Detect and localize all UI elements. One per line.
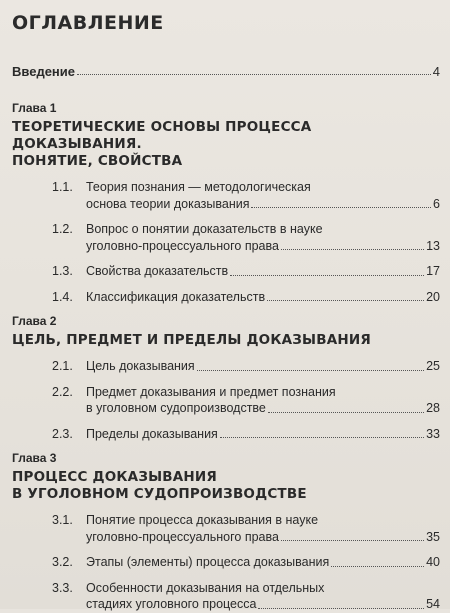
section-title-line: Классификация доказательств (86, 289, 266, 304)
section-page: 40 (426, 555, 440, 569)
section-number: 1.1. (52, 180, 73, 194)
chapter-title-line: ПОНЯТИЕ, СВОЙСТВА (12, 153, 183, 169)
section-title-line: уголовно-процессуального права (86, 529, 279, 544)
toc-section-entry[interactable] (52, 580, 440, 613)
section-number: 2.3. (52, 426, 73, 441)
chapter-list (12, 101, 440, 613)
toc-section-entry[interactable] (52, 554, 440, 571)
section-title-line: Понятие процесса доказывания в науке (86, 513, 319, 527)
toc-section-entry[interactable] (52, 221, 440, 254)
section-page: 54 (426, 597, 440, 611)
dot-leader (251, 207, 431, 208)
chapter-title-line: ЦЕЛЬ, ПРЕДМЕТ И ПРЕДЕЛЫ ДОКАЗЫВАНИЯ (12, 332, 371, 348)
intro-label: Введение (12, 64, 75, 79)
section-number: 1.4. (52, 289, 73, 304)
section-title-line: Особенности доказывания на отдельных (86, 580, 325, 595)
toc-section-entry[interactable] (52, 179, 440, 212)
section-page: 35 (426, 529, 440, 544)
section-title-line: Этапы (элементы) процесса доказывания (86, 555, 330, 569)
dot-leader (267, 300, 424, 301)
chapter-title-line: ПРОЦЕСС ДОКАЗЫВАНИЯ (12, 469, 218, 485)
section-page: 13 (426, 238, 440, 253)
chapter-title-line: В УГОЛОВНОМ СУДОПРОИЗВОДСТВЕ (12, 486, 307, 502)
dot-leader (281, 540, 424, 541)
dot-leader (197, 370, 424, 371)
section-title-line: Свойства доказательств (86, 264, 229, 278)
section-page: 6 (433, 196, 440, 211)
dot-leader (331, 566, 424, 567)
section-page: 28 (426, 401, 440, 415)
section-list (12, 358, 440, 442)
section-title-line: Пределы доказывания (86, 426, 218, 441)
section-title-line: уголовно-процессуального права (86, 238, 279, 253)
section-title-line: Цель доказывания (86, 359, 195, 373)
section-number: 3.3. (52, 580, 73, 595)
dot-leader (268, 412, 424, 413)
section-list (12, 512, 440, 613)
toc-section-entry[interactable] (52, 384, 440, 417)
section-title-line: Предмет доказывания и предмет познания (86, 384, 336, 399)
chapter-block (12, 451, 440, 613)
section-number: 3.1. (52, 513, 73, 527)
section-page: 20 (426, 289, 440, 304)
toc-section-entry[interactable] (52, 358, 440, 375)
section-number: 3.2. (52, 555, 73, 569)
chapter-title[interactable] (12, 469, 440, 503)
dot-leader (258, 608, 424, 609)
chapter-title-line: ТЕОРЕТИЧЕСКИЕ ОСНОВЫ ПРОЦЕССА ДОКАЗЫВАНИЯ. (12, 119, 312, 152)
section-number: 2.1. (52, 359, 73, 373)
toc-intro-entry[interactable] (12, 64, 440, 79)
section-number: 1.2. (52, 222, 73, 236)
chapter-label: Глава 2 (12, 314, 57, 328)
dot-leader (230, 275, 424, 276)
section-page: 17 (426, 264, 440, 278)
toc-section-entry[interactable] (52, 289, 440, 306)
intro-page: 4 (432, 64, 440, 79)
toc-section-entry[interactable] (52, 426, 440, 443)
section-title-line: в уголовном судопроизводстве (86, 401, 266, 415)
toc-title: ОГЛАВЛЕНИЕ (12, 12, 164, 34)
section-number: 1.3. (52, 264, 73, 278)
chapter-label: Глава 1 (12, 101, 57, 115)
section-page: 25 (426, 359, 440, 373)
chapter-title[interactable] (12, 119, 440, 170)
dot-leader (220, 437, 424, 438)
dot-leader (77, 74, 431, 75)
dot-leader (281, 249, 424, 250)
chapter-block (12, 101, 440, 305)
chapter-label: Глава 3 (12, 451, 57, 465)
toc-section-entry[interactable] (52, 512, 440, 545)
toc-section-entry[interactable] (52, 263, 440, 280)
section-number: 2.2. (52, 384, 73, 399)
section-title-line: стадиях уголовного процесса (86, 597, 257, 611)
section-page: 33 (426, 426, 440, 441)
chapter-title[interactable] (12, 332, 440, 349)
section-title-line: Вопрос о понятии доказательств в науке (86, 222, 323, 236)
section-list (12, 179, 440, 305)
chapter-block (12, 314, 440, 442)
section-title-line: Теория познания — методологическая (86, 180, 311, 194)
section-title-line: основа теории доказывания (86, 196, 250, 211)
